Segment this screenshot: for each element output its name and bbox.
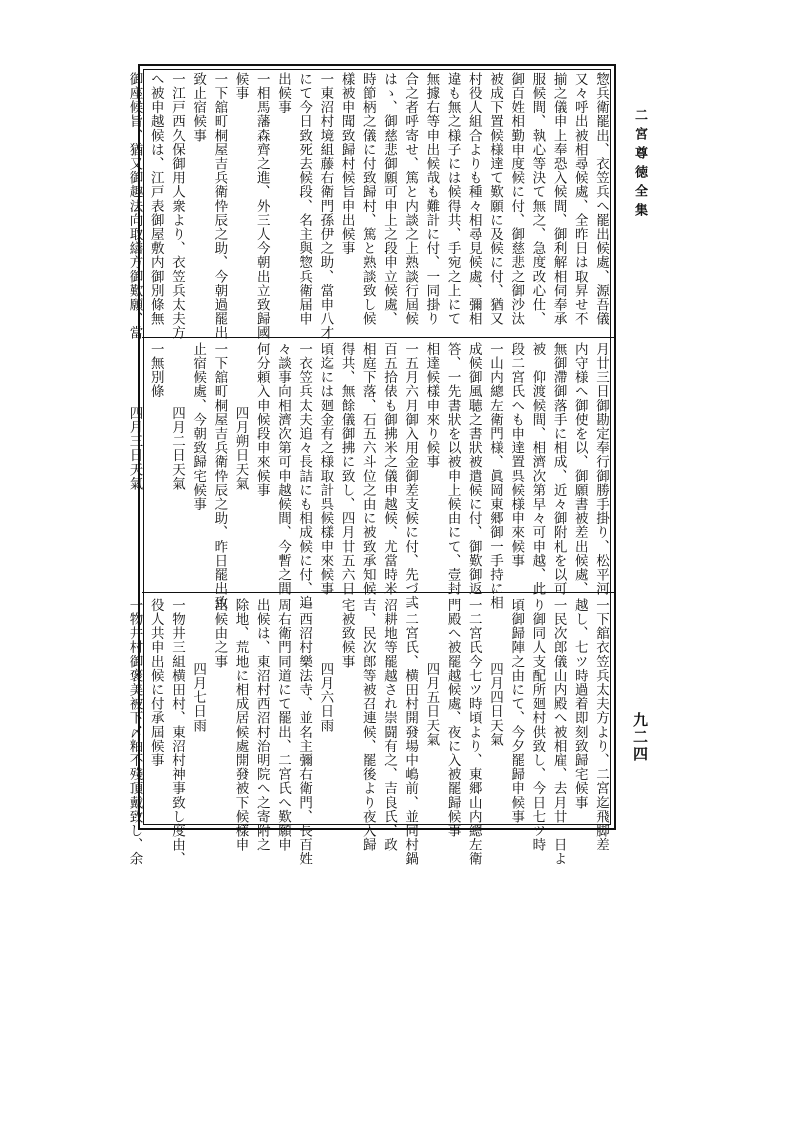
text-line: 服候間、執心等決て無之、急度改心仕、 (529, 72, 546, 326)
text-line: 一民次郎儀山内殿へ被相雇、去月廿一日よ (550, 598, 567, 866)
text-line: 一無別條 (147, 342, 164, 399)
text-line: 役人共申出候に付承屆候事 (147, 598, 164, 768)
text-line: 一物井村御褒美被下〆粕不殘頂戴致し、余 (126, 598, 143, 866)
text-line: 宅被致候事 (338, 598, 355, 669)
text-line: 一物井三組横田村、東沼村神事致し度由、 (168, 598, 185, 866)
text-line: 月廿三日御勘定奉行御勝手掛り、松平河 (593, 342, 609, 596)
date-heading: 四月七日雨 (190, 662, 207, 733)
text-line: にて今日致死去候段、名主與惣兵衛届申 (296, 72, 313, 326)
date-heading: 四月四日天氣 (486, 662, 503, 747)
text-line: 内守様へ御使を以、御願書被差出候處、 (571, 342, 588, 596)
text-line: 致止宿候事 (190, 72, 207, 143)
text-line: 成候御風聴之書狀被遣候に付、御歎御返 (465, 342, 482, 596)
text-line: 得共、無餘儀御拂に致し、四月廿五六日 (338, 342, 355, 596)
text-line: 吉、民次郎等被召連候、罷後より夜入歸 (359, 598, 376, 852)
text-line: 頃迄には廻金有之様取計呉候樣申來候事 (317, 342, 334, 596)
text-line: はゝ、御慈悲御願可申上之段申立候處、 (380, 72, 397, 326)
text-line: 相達候樣申來り候事 (423, 342, 440, 469)
date-heading: 四月三日天氣 (126, 406, 143, 491)
text-line: 出候由之事 (211, 598, 228, 669)
text-line: 無御滯御落手に相成、近々御附札を以可 (550, 342, 567, 596)
text-tier-bottom (126, 598, 611, 866)
text-line: 相庭下落、石五六斗位之由に被致承知候 (359, 342, 376, 596)
text-line: 周右衛門同道にて罷出、二宮氏へ歎願申 (274, 598, 291, 852)
text-line: 一山内總左衛門様、眞岡東郷御一手持に相 (486, 342, 503, 610)
text-line: り御同人支配所廻村供致し、今日七ツ時 (529, 598, 546, 852)
text-line: 一二宮氏、横田村開發場中嶋前、並同村鍋 (402, 598, 419, 866)
text-line: 合之者呼寄せ、篤と内談之上熟談行屆候 (402, 72, 419, 326)
text-line: 一下舘町桐屋吉兵衛忰辰之助、今朝過罷出 (211, 72, 228, 340)
text-line: 出候は、東沼村西沼村治明院へ之寄附之 (253, 598, 270, 852)
text-line: 無據右等申出候哉も難計に付、一同掛り (423, 72, 440, 326)
text-line: 御座候旨、猶又御趣法向取繕方御歎願、當 (126, 72, 143, 340)
text-tier-middle (126, 342, 611, 610)
text-line: 被成下置候様達て歎願に及候に付、猶又 (486, 72, 503, 326)
page-number: 九二四 (631, 712, 649, 763)
text-line: 時節柄之儀に付致歸村、篤と熟談致し候 (359, 72, 376, 326)
date-heading: 四月六日雨 (317, 662, 334, 733)
text-line: 答、一先書狀を以被申上候由にて、壹封 (444, 342, 461, 596)
text-line: 沼耕地等罷越され崇闘有之、吉良氏、政 (380, 598, 397, 852)
text-line: 違も無之様子には候得共、手宛之上にて (444, 72, 461, 326)
text-line: 一五月六月御入用金御差支候に付、先づ弍 (402, 342, 419, 610)
text-line: 一下舘衣笠兵太夫方より、二宮迄飛脚差 (593, 598, 609, 852)
text-line: 一西沼村樂法寺、並名主彌右衛門、長百姓 (296, 598, 313, 866)
text-line: 門殿へ被罷越候處、夜に入被罷歸候事 (444, 598, 461, 838)
text-line: 百五拾俵も御拂米之儀申越候、尤當時米 (380, 342, 397, 596)
text-line: 一衣笠兵太夫追々長詰にも相成候に付、追 (296, 342, 313, 610)
date-heading: 四月二日天氣 (168, 406, 185, 491)
text-line: 村役人組合よりも種々相尋見候處、彌相 (465, 72, 482, 326)
text-line: 越し、七ツ時過着即刻致歸宅候事 (571, 598, 588, 810)
text-line: 一二宮氏今七ツ時頃より、東郷山内總左衛 (465, 598, 482, 866)
date-heading: 四月五日天氣 (423, 662, 440, 747)
text-line: 一東沼村境組藤右衛門孫伊之助、當申八才 (317, 72, 334, 340)
text-tier-top (126, 72, 611, 340)
text-line: 一相馬藩森齊之進、外三人今朝出立致歸國 (253, 72, 270, 340)
date-heading: 四月朔日天氣 (232, 406, 249, 491)
text-line: 又々呼出被相尋候處、全昨日は取昇せ不 (571, 72, 588, 326)
text-line: 頃御歸陣之由にて、今夕罷歸申候事 (508, 598, 525, 824)
text-line: 候事 (232, 72, 249, 101)
text-line: 出候事 (274, 72, 291, 115)
text-line: へ被申越候は、江戸表御屋敷内御別條無 (147, 72, 164, 326)
text-line: 何分頼入申候段申來候事 (253, 342, 270, 498)
text-line: 樣被申聞致歸村候旨申出候事 (338, 72, 355, 256)
text-line: 被 仰渡候間、相濟次第早々可申越、此 (529, 342, 546, 596)
text-line: 一江戸西久保御用人衆より、衣笠兵太夫方 (168, 72, 185, 340)
text-line: 止宿候處、今朝致歸宅候事 (190, 342, 207, 512)
text-line: 除地、荒地に相成居候處開發被下候樣申 (232, 598, 249, 852)
text-line: 惣兵衛罷出、衣笠兵へ罷出候處、源吾儀 (593, 72, 609, 326)
text-line: 御百姓相勤申度候に付、御慈悲之御沙汰 (508, 72, 525, 326)
text-line: 段二宮氏へも申達置呉候様申來候事 (508, 342, 525, 568)
book-title: 二宮尊徳全集 (632, 108, 647, 222)
text-line: 揃之儀申上奉恐入候間、御利解相伺奉承 (550, 72, 567, 326)
text-line: 一下舘町桐屋吉兵衛忰辰之助、昨日罷出致 (211, 342, 228, 610)
text-line: 々談事向相濟次第可申越候間、今暫之間 (274, 342, 291, 596)
